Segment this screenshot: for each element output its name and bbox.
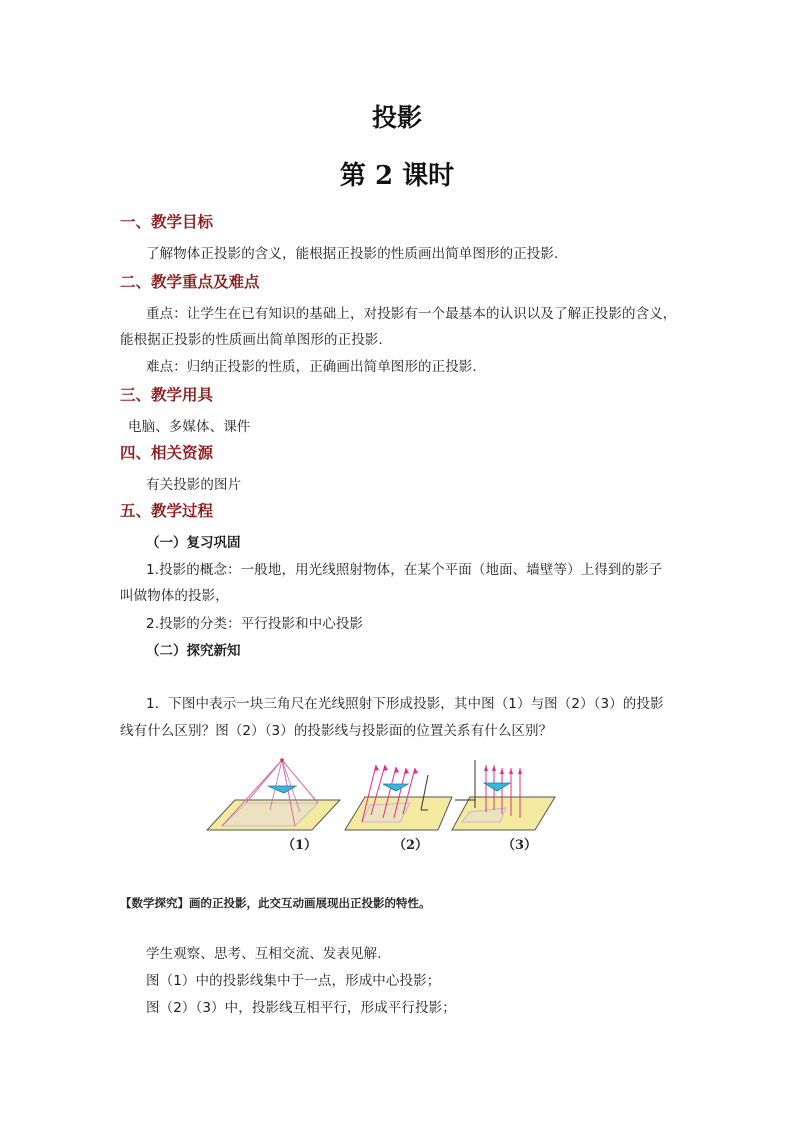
interactive-note: 【数学探究】画的正投影，此交互动画展现出正投影的特性。	[120, 896, 431, 910]
paragraph: 能根据正投影的性质画出简单图形的正投影.	[120, 332, 383, 348]
section-heading-4: 四、相关资源	[120, 444, 214, 462]
figure-label-3: （3）	[502, 838, 538, 853]
figure-central-projection	[207, 758, 340, 830]
figure-label-1: （1）	[282, 838, 318, 853]
paragraph: 2.投影的分类：平行投影和中心投影	[146, 616, 364, 632]
section-heading-5: 五、教学过程	[120, 502, 214, 520]
section-heading-1: 一、教学目标	[120, 213, 214, 231]
subsection-heading: （一）复习巩固	[146, 535, 241, 551]
page-title: 投影	[371, 103, 422, 132]
paragraph: 图（2）（3）中，投影线互相平行，形成平行投影；	[146, 1000, 456, 1016]
paragraph: 了解物体正投影的含义，能根据正投影的性质画出简单图形的正投影.	[146, 246, 559, 262]
paragraph: 学生观察、思考、互相交流、发表见解.	[146, 946, 382, 962]
paragraph: 重点：让学生在已有知识的基础上，对投影有一个最基本的认识以及了解正投影的含义，	[146, 306, 677, 322]
figure-oblique-projection	[345, 765, 452, 830]
paragraph: 叫做物体的投影，	[120, 588, 229, 604]
question-paragraph: 1．下图中表示一块三角尺在光线照射下形成投影，其中图（1）与图（2）（3）的投影	[146, 696, 664, 712]
paragraph: 1.投影的概念：一般地，用光线照射物体，在某个平面（地面、墙壁等）上得到的影子	[146, 562, 663, 578]
section-heading-2: 二、教学重点及难点	[120, 273, 260, 291]
paragraph: 图（1）中的投影线集中于一点，形成中心投影；	[146, 973, 441, 989]
paragraph: 电脑、多媒体、课件	[128, 419, 251, 435]
paragraph: 难点：归纳正投影的性质，正确画出简单图形的正投影.	[146, 359, 477, 375]
subsection-heading: （二）探究新知	[146, 643, 241, 659]
paragraph: 有关投影的图片	[146, 477, 242, 493]
page-subtitle: 第 2 课时	[339, 161, 455, 191]
figure-orthogonal-projection	[452, 760, 555, 830]
question-paragraph: 线有什么区别？图（2）（3）的投影线与投影面的位置关系有什么区别？	[120, 723, 553, 739]
section-heading-3: 三、教学用具	[120, 386, 214, 404]
figure-label-2: （2）	[393, 838, 429, 853]
